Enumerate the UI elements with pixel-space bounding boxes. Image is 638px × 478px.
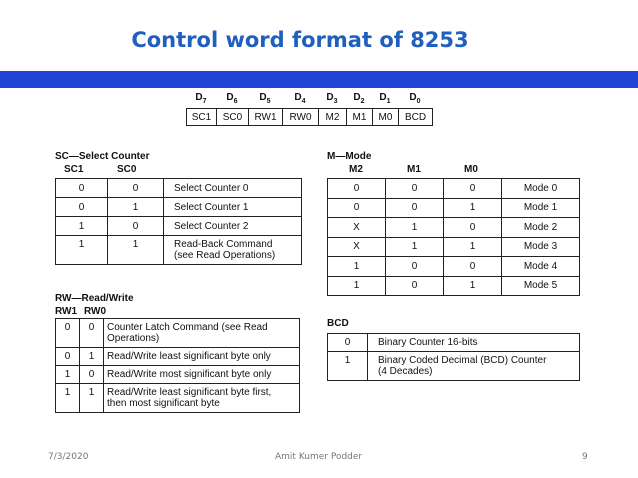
rw-cell: 0 — [80, 366, 104, 384]
bit-header-d3: $D_3$ — [326, 92, 338, 105]
rw-desc: Read/Write least significant byte only — [104, 348, 300, 366]
field-bcd: BCD — [399, 109, 433, 126]
rw-cell: 1 — [56, 384, 80, 413]
sc-cell: 1 — [56, 236, 108, 265]
rw-desc: Read/Write least significant byte first, then most significant byte — [104, 384, 300, 413]
bit-header-d7: $D_7$ — [195, 92, 207, 105]
table-row — [56, 384, 300, 413]
sc-cell: 1 — [108, 236, 164, 265]
table-row — [56, 198, 302, 217]
rw-cell: 0 — [80, 319, 104, 348]
bit-header-d4: $D_4$ — [294, 92, 306, 105]
control-word-fields — [186, 108, 433, 126]
table-row — [328, 334, 580, 352]
sc-desc: Read-Back Command (see Read Operations) — [164, 236, 302, 265]
bit-header-d6: $D_6$ — [226, 92, 238, 105]
field-m2: M2 — [319, 109, 347, 126]
table-row — [56, 179, 302, 198]
rw-cell: 0 — [56, 319, 80, 348]
mode-cell: 1 — [444, 276, 502, 296]
footer-author: Amit Kumer Podder — [275, 452, 363, 462]
mode-name: Mode 0 — [502, 179, 580, 199]
mode-col-m1: M1 — [407, 164, 421, 175]
table-row — [56, 217, 302, 236]
mode-cell: 0 — [328, 198, 386, 218]
sc-cell: 0 — [108, 217, 164, 236]
mode-name: Mode 3 — [502, 237, 580, 257]
bit-header-row — [186, 92, 433, 108]
rw-col-rw0: RW0 — [84, 306, 107, 317]
bcd-cell: 0 — [328, 334, 368, 352]
mode-cell: 1 — [444, 198, 502, 218]
mode-cell: 1 — [444, 237, 502, 257]
mode-col-m2: M2 — [349, 164, 363, 175]
sc-cell: 0 — [56, 179, 108, 198]
mode-name: Mode 1 — [502, 198, 580, 218]
table-row — [328, 257, 580, 277]
mode-section-label: M—Mode — [327, 151, 372, 162]
select-counter-table — [55, 178, 302, 265]
mode-cell: 1 — [328, 276, 386, 296]
bcd-desc: Binary Counter 16-bits — [368, 334, 580, 352]
read-write-table — [55, 318, 300, 413]
footer-date: 7/3/2020 — [48, 452, 89, 462]
bit-header-d5: $D_5$ — [259, 92, 271, 105]
mode-cell: 0 — [444, 179, 502, 199]
mode-col-m0: M0 — [464, 164, 478, 175]
sc-cell: 1 — [56, 217, 108, 236]
field-sc1: SC1 — [187, 109, 217, 126]
table-row — [56, 319, 300, 348]
table-row — [328, 237, 580, 257]
mode-cell: 0 — [386, 179, 444, 199]
sc-col-sc0: SC0 — [117, 164, 137, 175]
rw-col-rw1: RW1 — [55, 306, 78, 317]
sc-col-sc1: SC1 — [64, 164, 84, 175]
rw-cell: 1 — [80, 384, 104, 413]
bcd-cell: 1 — [328, 352, 368, 381]
mode-name: Mode 4 — [502, 257, 580, 277]
sc-section-label: SC—Select Counter — [55, 151, 150, 162]
sc-cell: 0 — [108, 179, 164, 198]
table-row — [328, 218, 580, 238]
footer-page-number: 9 — [582, 452, 588, 462]
table-row — [328, 352, 580, 381]
mode-cell: X — [328, 237, 386, 257]
sc-desc: Select Counter 2 — [164, 217, 302, 236]
table-row — [328, 276, 580, 296]
mode-cell: 0 — [386, 198, 444, 218]
sc-cell: 1 — [108, 198, 164, 217]
rw-cell: 0 — [56, 348, 80, 366]
mode-cell: 1 — [386, 218, 444, 238]
control-word-format — [186, 92, 433, 126]
bit-header-d0: $D_0$ — [409, 92, 421, 105]
rw-desc: Counter Latch Command (see Read Operations) — [104, 319, 300, 348]
mode-cell: 1 — [386, 237, 444, 257]
table-row — [56, 348, 300, 366]
mode-cell: 0 — [386, 276, 444, 296]
sc-desc: Select Counter 1 — [164, 198, 302, 217]
rw-section-label: RW—Read/Write — [55, 293, 134, 304]
rw-cell: 1 — [56, 366, 80, 384]
table-row — [328, 179, 580, 199]
field-rw1: RW1 — [249, 109, 283, 126]
bit-header-d2: $D_2$ — [353, 92, 365, 105]
title-divider-bar — [0, 71, 638, 88]
field-m0: M0 — [373, 109, 399, 126]
mode-name: Mode 2 — [502, 218, 580, 238]
mode-cell: 0 — [444, 218, 502, 238]
field-m1: M1 — [347, 109, 373, 126]
mode-cell: 1 — [328, 257, 386, 277]
rw-cell: 1 — [80, 348, 104, 366]
mode-name: Mode 5 — [502, 276, 580, 296]
mode-cell: 0 — [328, 179, 386, 199]
bit-header-d1: $D_1$ — [379, 92, 391, 105]
rw-desc: Read/Write most significant byte only — [104, 366, 300, 384]
sc-desc: Select Counter 0 — [164, 179, 302, 198]
mode-cell: X — [328, 218, 386, 238]
field-rw0: RW0 — [283, 109, 319, 126]
field-sc0: SC0 — [217, 109, 249, 126]
bcd-section-label: BCD — [327, 318, 349, 329]
bcd-table — [327, 333, 580, 381]
bcd-desc: Binary Coded Decimal (BCD) Counter (4 Decades) — [368, 352, 580, 381]
table-row — [328, 198, 580, 218]
table-row — [56, 366, 300, 384]
sc-cell: 0 — [56, 198, 108, 217]
mode-cell: 0 — [386, 257, 444, 277]
table-row — [56, 236, 302, 265]
mode-table — [327, 178, 580, 296]
slide-title: Control word format of 8253 — [131, 28, 469, 52]
mode-cell: 0 — [444, 257, 502, 277]
